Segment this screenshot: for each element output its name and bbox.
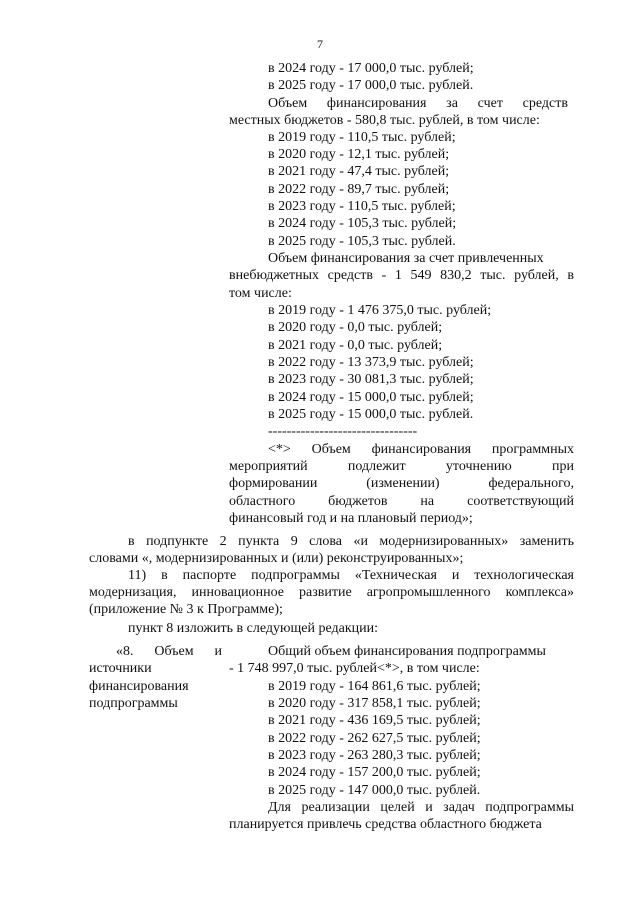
section8-year-line: в 2020 году - 317 858,1 тыс. рублей; [268, 696, 481, 711]
local-year-line: в 2020 году - 12,1 тыс. рублей; [268, 147, 450, 162]
section8-tail: Для реализации целей и задач подпрограммы [268, 800, 574, 815]
extra-year-line: в 2023 году - 30 081,3 тыс. рублей; [268, 372, 474, 387]
local-year-line: в 2024 году - 105,3 тыс. рублей; [268, 216, 457, 231]
footnote-line: мероприятий подлежит уточнению при [229, 459, 574, 474]
funding-line: в 2024 году - 17 000,0 тыс. рублей; [268, 61, 474, 76]
extra-year-line: в 2025 году - 15 000,0 тыс. рублей. [268, 407, 474, 422]
section8-intro: - 1 748 997,0 тыс. рублей<*>, в том числе: [229, 661, 480, 676]
section8-year-line: в 2025 году - 147 000,0 тыс. рублей. [268, 783, 481, 798]
extra-year-line: в 2020 году - 0,0 тыс. рублей; [268, 320, 443, 335]
body-line: (приложение № 3 к Программе); [89, 602, 283, 617]
section8-year-line: в 2024 году - 157 200,0 тыс. рублей; [268, 765, 481, 780]
section8-label: «8. Объем и [116, 644, 222, 659]
local-funding-heading: Объем финансирования за счет средств [268, 96, 568, 111]
extra-funding-heading: Объем финансирования за счет привлеченных [268, 251, 544, 266]
local-year-line: в 2019 году - 110,5 тыс. рублей; [268, 130, 456, 145]
extra-year-line: в 2022 году - 13 373,9 тыс. рублей; [268, 355, 474, 370]
body-line: пункт 8 изложить в следующей редакции: [128, 621, 378, 636]
body-line: 11) в паспорте подпрограммы «Техническая и технологическая [128, 568, 574, 583]
section8-label: подпрограммы [89, 696, 178, 711]
local-year-line: в 2025 году - 105,3 тыс. рублей. [268, 234, 456, 249]
section8-year-line: в 2019 году - 164 861,6 тыс. рублей; [268, 679, 481, 694]
extra-funding-heading: том числе: [229, 286, 292, 301]
body-line: модернизация, инновационное развитие агропромышленного комплекса» [89, 585, 574, 600]
local-year-line: в 2023 году - 110,5 тыс. рублей; [268, 199, 456, 214]
section8-tail: планируется привлечь средства областного бюджета [229, 817, 542, 832]
page-number: 7 [317, 37, 323, 51]
extra-year-line: в 2024 году - 15 000,0 тыс. рублей; [268, 390, 474, 405]
footnote-line: формировании (изменении) федерального, [229, 476, 574, 491]
section8-label: источники [89, 661, 152, 676]
local-funding-heading: местных бюджетов - 580,8 тыс. рублей, в том числе: [229, 113, 540, 128]
extra-year-line: в 2021 году - 0,0 тыс. рублей; [268, 338, 443, 353]
section8-year-line: в 2022 году - 262 627,5 тыс. рублей; [268, 731, 481, 746]
footnote-line: <*> Объем финансирования программных [268, 442, 574, 457]
footnote-line: областного бюджетов на соответствующий [229, 494, 574, 509]
funding-line: в 2025 году - 17 000,0 тыс. рублей. [268, 78, 474, 93]
local-year-line: в 2022 году - 89,7 тыс. рублей; [268, 182, 450, 197]
section8-intro: Общий объем финансирования подпрограммы [268, 644, 546, 659]
section8-year-line: в 2021 году - 436 169,5 тыс. рублей; [268, 713, 481, 728]
footnote-line: финансовый год и на плановый период»; [229, 511, 473, 526]
separator-line: -------------------------------- [268, 424, 418, 439]
extra-funding-heading: внебюджетных средств - 1 549 830,2 тыс. рублей, в [229, 268, 574, 283]
body-line: в подпункте 2 пункта 9 слова «и модернизированных» заменить [128, 534, 574, 549]
section8-label: финансирования [89, 679, 189, 694]
local-year-line: в 2021 году - 47,4 тыс. рублей; [268, 164, 450, 179]
body-line: словами «, модернизированных и (или) реконструированных»; [89, 551, 464, 566]
extra-year-line: в 2019 году - 1 476 375,0 тыс. рублей; [268, 303, 492, 318]
section8-year-line: в 2023 году - 263 280,3 тыс. рублей; [268, 748, 481, 763]
